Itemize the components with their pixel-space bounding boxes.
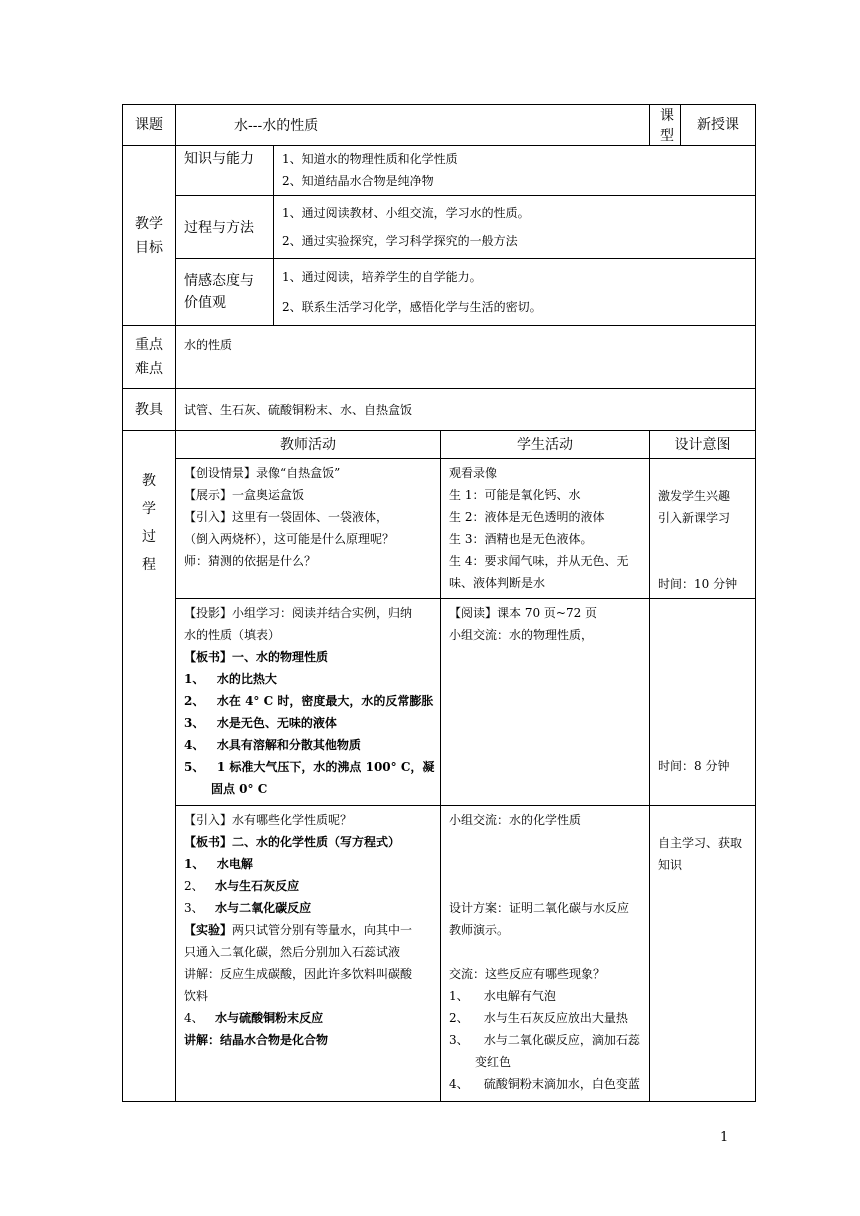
design-intent-header: 设计意图 (650, 431, 756, 459)
key-points-value: 水的性质 (176, 326, 756, 389)
tools-label: 教具 (123, 389, 176, 431)
process-block-1 (123, 459, 756, 599)
process-header-row (123, 431, 756, 459)
tools-value: 试管、生石灰、硫酸铜粉末、水、自热盒饭 (176, 389, 756, 431)
process-block-3 (123, 806, 756, 1102)
goals-label: 教学 目标 (123, 146, 176, 326)
block3-teacher: 【引入】水有哪些化学性质呢？ 【板书】二、水的化学性质（写方程式） 1、 水电解 2、 水与生石灰反应 3、 水与二氧化碳反应 【实验】两只试管分别有等量水，向其中一 只通入二氧化碳，然后分别加入石蕊试液 讲解：反应生成碳酸，因此许多饮料叫碳酸 饮料 4、 水与硫酸铜粉末反应 讲解：结晶水合物是化合物 (176, 806, 441, 1102)
goal-process-name: 过程与方法 (176, 196, 274, 259)
lesson-plan-table (122, 104, 756, 1102)
goal-emotion-items: 1、通过阅读，培养学生的自学能力。 2、联系生活学习化学，感悟化学与生活的密切。 (274, 259, 756, 326)
block1-teacher: 【创设情景】录像“自热盒饭” 【展示】一盒奥运盒饭 【引入】这里有一袋固体、一袋液体， （倒入两烧杯），这可能是什么原理呢？ 师：猜测的依据是什么？ (176, 459, 441, 599)
block1-student: 观看录像 生 1：可能是氧化钙、水 生 2：液体是无色透明的液体 生 3：酒精也是无色液体。 生 4：要求闻气味，并从无色、无 味、液体判断是水 (441, 459, 650, 599)
goal-process-items: 1、通过阅读教材、小组交流，学习水的性质。 2、通过实验探究，学习科学探究的一般方法 (274, 196, 756, 259)
page-number: 1 (720, 1130, 729, 1145)
goal-row-emotion (123, 259, 756, 326)
lesson-type-value: 新授课 (681, 105, 756, 146)
header-row (123, 105, 756, 146)
block2-intent: 时间：8 分钟 (650, 599, 756, 806)
block2-teacher: 【投影】小组学习：阅读并结合实例，归纳 水的性质（填表） 【板书】一、水的物理性质 1、 水的比热大 2、 水在 4° C 时，密度最大，水的反常膨胀 3、 水是无色、无味的液体 4、 水具有溶解和分散其他物质 5、 1 标准大气压下，水的沸点 100° C，凝 固点 0° C (176, 599, 441, 806)
topic-label: 课题 (123, 105, 176, 146)
goal-emotion-name: 情感态度与 价值观 (176, 259, 274, 326)
teacher-activity-header: 教师活动 (176, 431, 441, 459)
goal-row-knowledge (123, 146, 756, 196)
process-label: 教 学 过 程 (123, 431, 176, 1102)
goal-knowledge-items: 1、知道水的物理性质和化学性质 2、知道结晶水合物是纯净物 (274, 146, 756, 196)
topic-value: 水---水的性质 (176, 105, 650, 146)
block1-intent: 激发学生兴趣 引入新课学习 时间：10 分钟 (650, 459, 756, 599)
key-points-row (123, 326, 756, 389)
lesson-type-label: 课型 (650, 105, 681, 146)
block3-intent: 自主学习、获取 知识 (650, 806, 756, 1102)
block3-student: 小组交流：水的化学性质 设计方案：证明二氧化碳与水反应 教师演示。 交流：这些反应有哪些现象？ 1、 水电解有气泡 2、 水与生石灰反应放出大量热 3、 水与二氧化碳反应，滴加石蕊 变红色 4、 硫酸铜粉末滴加水，白色变蓝 (441, 806, 650, 1102)
block2-student: 【阅读】课本 70 页~72 页 小组交流：水的物理性质， (441, 599, 650, 806)
key-points-label: 重点 难点 (123, 326, 176, 389)
student-activity-header: 学生活动 (441, 431, 650, 459)
goal-knowledge-name: 知识与能力 (176, 146, 274, 196)
goal-row-process (123, 196, 756, 259)
tools-row (123, 389, 756, 431)
process-block-2 (123, 599, 756, 806)
